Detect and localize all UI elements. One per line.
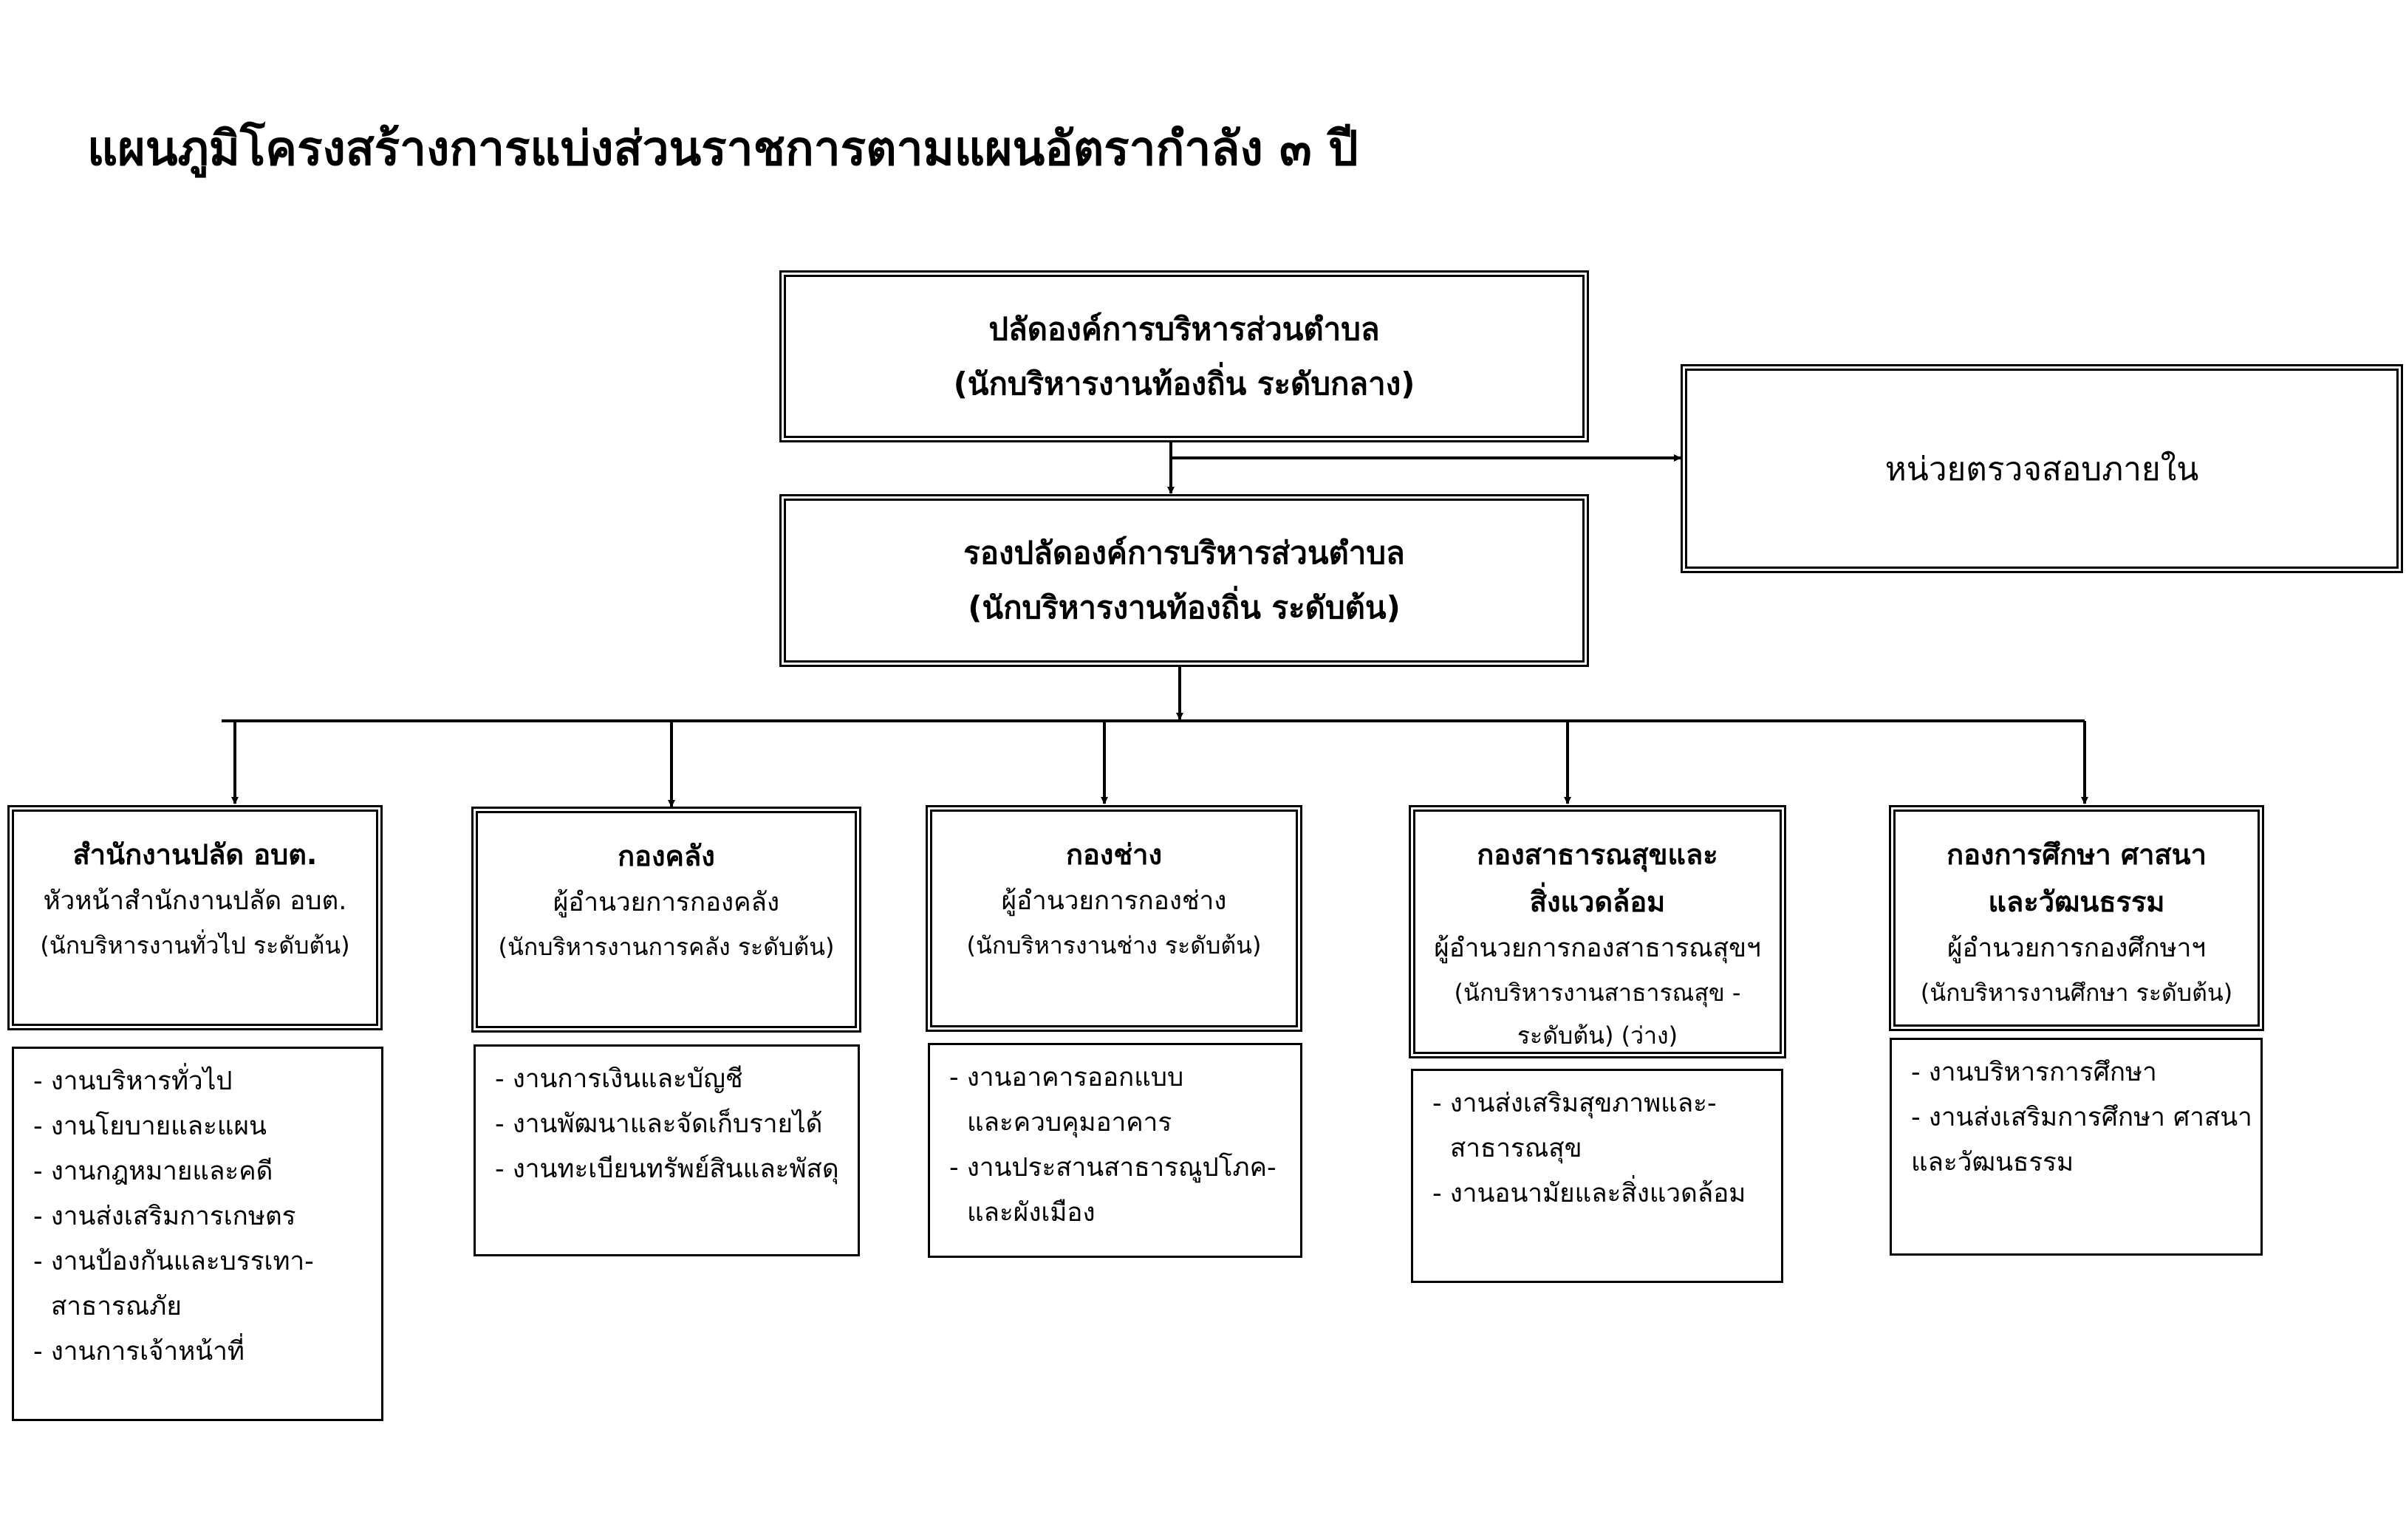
department-tasks — [928, 1043, 1302, 1258]
page-title: แผนภูมิโครงสร้างการแบ่งส่วนราชการตามแผนอัตรากำลัง ๓ ปี — [87, 122, 1358, 177]
department-box — [1889, 805, 2264, 1031]
department-head: ผู้อำนวยการกองสาธารณสุขฯ — [1434, 934, 1761, 963]
task-item: - งานส่งเสริมการศึกษา ศาสนา — [1911, 1103, 2252, 1132]
department-level: (นักบริหารงานช่าง ระดับต้น) — [966, 931, 1262, 959]
department-box — [1409, 805, 1786, 1058]
department-tasks — [12, 1047, 383, 1421]
department-box — [926, 805, 1302, 1032]
department-tasks — [1411, 1069, 1783, 1283]
department-head: ผู้อำนวยการกองช่าง — [1001, 886, 1227, 916]
deputy-title: รองปลัดองค์การบริหารส่วนตำบล — [963, 535, 1405, 571]
department-level: (นักบริหารงานสาธารณสุข - — [1454, 979, 1741, 1007]
department-tasks — [1890, 1038, 2263, 1256]
department-name: สำนักงานปลัด อบต. — [72, 838, 318, 871]
task-item: สาธารณสุข — [1450, 1134, 1582, 1163]
task-item: และผังเมือง — [967, 1198, 1096, 1228]
internal-audit-label: หน่วยตรวจสอบภายใน — [1884, 450, 2199, 488]
task-item: - งานประสานสาธารณูปโภค- — [949, 1153, 1277, 1183]
task-item: - งานป้องกันและบรรเทา- — [33, 1247, 314, 1276]
task-item: - งานอาคารออกแบบ — [949, 1063, 1184, 1092]
task-item: - งานบริหารการศึกษา — [1911, 1058, 2157, 1087]
department-tasks — [474, 1044, 860, 1256]
task-item: และวัฒนธรรม — [1911, 1148, 2074, 1177]
department-level: (นักบริหารงานการคลัง ระดับต้น) — [498, 933, 835, 961]
chief-title: ปลัดองค์การบริหารส่วนตำบล — [988, 310, 1380, 347]
department-level: (นักบริหารงานศึกษา ระดับต้น) — [1920, 979, 2233, 1007]
department-box — [471, 807, 861, 1033]
department-name: และวัฒนธรรม — [1988, 886, 2165, 918]
department-name: กองการศึกษา ศาสนา — [1947, 838, 2207, 871]
task-item: สาธารณภัย — [51, 1292, 182, 1321]
task-item: - งานกฎหมายและคดี — [33, 1157, 273, 1186]
department-head: ผู้อำนวยการกองศึกษาฯ — [1947, 934, 2206, 963]
task-item: และควบคุมอาคาร — [967, 1108, 1172, 1137]
task-item: - งานทะเบียนทรัพย์สินและพัสดุ — [495, 1154, 839, 1184]
deputy-administrator-box — [779, 494, 1589, 667]
task-item: - งานโยบายและแผน — [33, 1112, 267, 1141]
task-item: - งานการเงินและบัญชี — [495, 1064, 743, 1094]
department-head: ผู้อำนวยการกองคลัง — [553, 888, 780, 917]
task-item: - งานส่งเสริมการเกษตร — [33, 1202, 296, 1231]
chief-administrator-box — [779, 270, 1589, 442]
internal-audit-box — [1681, 364, 2403, 573]
deputy-level: (นักบริหารงานท้องถิ่น ระดับต้น) — [968, 589, 1401, 626]
department-name: สิ่งแวดล้อม — [1529, 886, 1666, 918]
task-item: - งานบริหารทั่วไป — [33, 1067, 233, 1096]
task-item: - งานอนามัยและสิ่งแวดล้อม — [1432, 1179, 1746, 1208]
task-item: - งานพัฒนาและจัดเก็บรายได้ — [495, 1109, 823, 1139]
department-name: กองสาธารณสุขและ — [1477, 838, 1718, 871]
task-item: - งานส่งเสริมสุขภาพและ- — [1432, 1089, 1717, 1118]
department-box — [7, 805, 383, 1030]
department-level: (นักบริหารงานทั่วไป ระดับต้น) — [40, 931, 350, 959]
task-item: - งานการเจ้าหน้าที่ — [33, 1337, 245, 1366]
department-name: กองช่าง — [1065, 838, 1163, 871]
department-name: กองคลัง — [618, 840, 715, 872]
chief-level: (นักบริหารงานท้องถิ่น ระดับกลาง) — [953, 365, 1415, 402]
department-level: ระดับต้น) (ว่าง) — [1517, 1021, 1678, 1050]
department-head: หัวหน้าสำนักงานปลัด อบต. — [43, 886, 347, 916]
